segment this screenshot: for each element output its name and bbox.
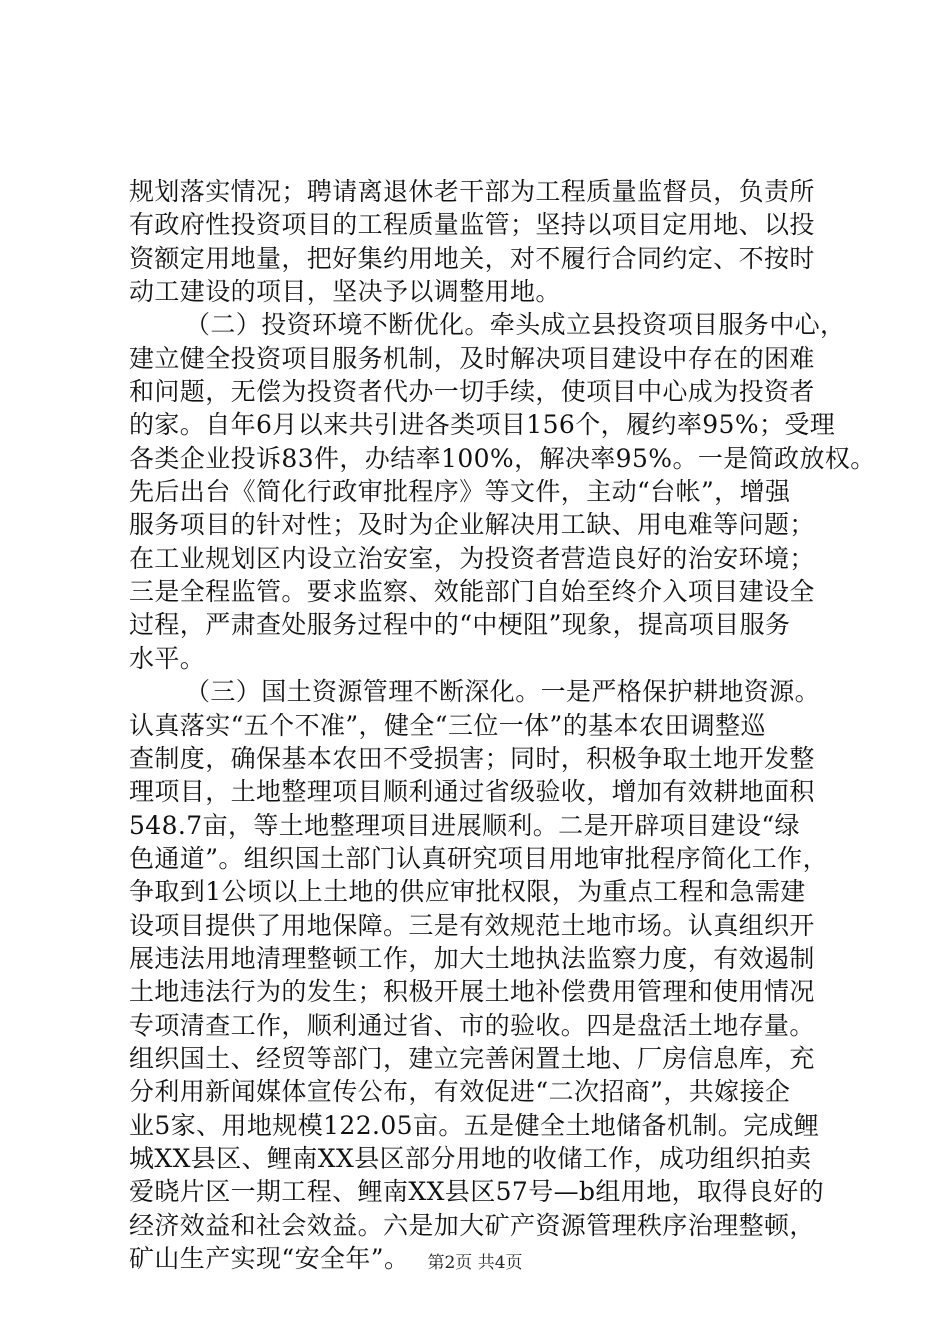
text-line: 业5家、用地规模122.05亩。五是健全土地储备机制。完成鲤 [129,1110,820,1140]
text-line: 548.7亩，等土地整理项目进展顺利。二是开辟项目建设“绿 [129,810,800,840]
text-line: 资额定用地量，把好集约用地关，对不履行合同约定、不按时 [129,243,815,273]
text-line: 各类企业投诉83件，办结率100%，解决率95%。一是简政放权。 [129,443,876,473]
text-line: 城XX县区、鲤南XX县区部分用地的收储工作，成功组织拍卖 [129,1143,812,1173]
text-line: 组织国土、经贸等部门，建立完善闲置土地、厂房信息库，充 [129,1043,815,1073]
text-line: 争取到1公顷以上土地的供应审批权限，为重点工程和急需建 [129,877,806,907]
text-line: 动工建设的项目，坚决予以调整用地。 [129,277,561,307]
text-line: 矿山生产实现“安全年”。 [129,1244,410,1273]
text-line: 规划落实情况；聘请离退休老干部为工程质量监督员，负责所 [129,177,815,206]
text-line: 理项目，土地整理项目顺利通过省级验收，增加有效耕地面积 [129,777,815,807]
text-line: 爱晓片区一期工程、鲤南XX县区57号—b组用地，取得良好的 [129,1177,825,1207]
text-line: 经济效益和社会效益。六是加大矿产资源管理秩序治理整顿， [129,1210,815,1240]
text-line: 先后出台《简化行政审批程序》等文件，主动“台帐”，增强 [129,477,791,507]
text-line: 土地违法行为的发生；积极开展土地补偿费用管理和使用情况 [129,977,815,1007]
text-line: 专项清查工作，顺利通过省、市的验收。四是盘活土地存量。 [129,1010,815,1040]
paragraph-p1 [129,175,829,308]
text-line: 的家。自年6月以来共引进各类项目156个，履约率95%；受理 [129,410,836,440]
document-body [129,175,876,1275]
text-line: 在工业规划区内设立治安室，为投资者营造良好的治安环境； [129,543,815,573]
text-line: 服务项目的针对性；及时为企业解决用工缺、用电难等问题； [129,510,815,540]
text-line: 和问题，无偿为投资者代办一切手续，使项目中心成为投资者 [129,377,815,407]
text-line: 认真落实“五个不准”，健全“三位一体”的基本农田调整巡 [129,710,766,740]
text-line: （三）国土资源管理不断深化。一是严格保护耕地资源。 [185,677,821,707]
text-line: 分利用新闻媒体宣传公布，有效促进“二次招商”，共嫁接企 [129,1077,791,1107]
text-line: 查制度，确保基本农田不受损害；同时，积极争取土地开发整 [129,743,815,773]
text-line: 有政府性投资项目的工程质量监管；坚持以项目定用地、以投 [129,210,815,240]
text-line: 色通道”。组织国土部门认真研究项目用地审批程序简化工作， [129,843,828,873]
page-number-footer: 第2页 共4页 [427,1253,523,1273]
text-line: 展违法用地清理整顿工作，加大土地执法监察力度，有效遏制 [129,943,815,973]
text-line: 水平。 [129,643,206,673]
paragraph-p3 [129,675,829,1275]
text-line: 三是全程监管。要求监察、效能部门自始至终介入项目建设全 [129,577,815,607]
text-line: （二）投资环境不断优化。牵头成立县投资项目服务中心， [185,310,846,340]
text-line: 建立健全投资项目服务机制，及时解决项目建设中存在的困难 [129,343,815,373]
paragraph-p2 [129,308,876,675]
text-line: 设项目提供了用地保障。三是有效规范土地市场。认真组织开 [129,910,815,940]
text-line: 过程，严肃查处服务过程中的“中梗阻”现象，提高项目服务 [129,610,791,640]
